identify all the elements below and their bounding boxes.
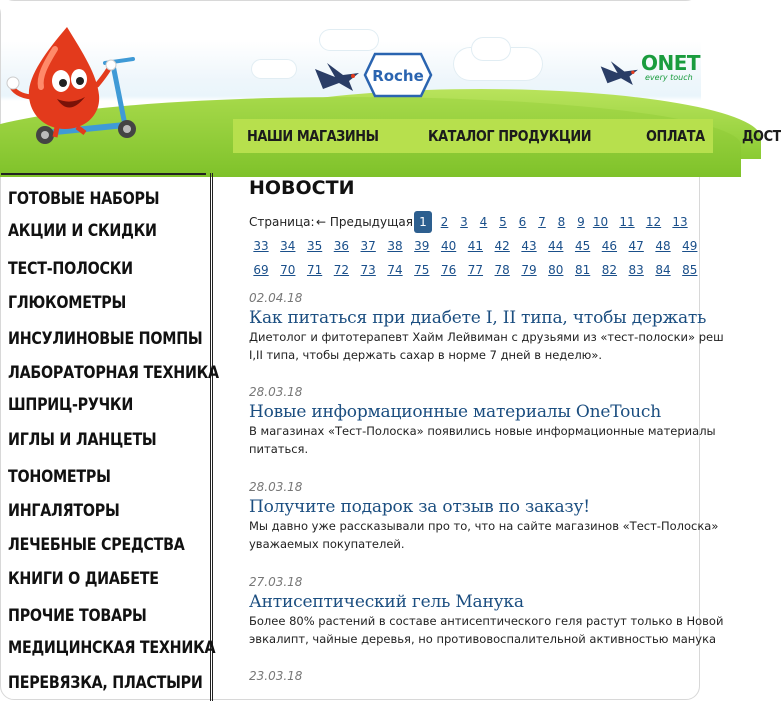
- pagination-page-link[interactable]: 41: [467, 239, 484, 253]
- pagination-current-page[interactable]: 1: [414, 211, 432, 233]
- onetouch-logo[interactable]: [641, 51, 700, 82]
- news-title-link[interactable]: Новые информационные материалы OneTouch: [249, 402, 661, 422]
- pagination-page-link[interactable]: 12: [645, 215, 662, 229]
- onetouch-tagline: every touch: [645, 73, 693, 82]
- pagination-page-link[interactable]: 74: [387, 263, 403, 277]
- roche-logo[interactable]: [363, 52, 433, 98]
- pagination-page-link[interactable]: 6: [518, 215, 527, 229]
- bird-icon: [313, 61, 365, 95]
- pagination-page-link[interactable]: 78: [494, 263, 510, 277]
- pagination-page-link[interactable]: 44: [548, 239, 564, 253]
- nav-item-payment[interactable]: ОПЛАТА: [645, 127, 705, 145]
- cloud-decoration: [251, 59, 297, 79]
- news-item: [249, 385, 716, 458]
- pagination-page-link[interactable]: 84: [655, 263, 671, 277]
- pagination-page-link[interactable]: 10: [592, 215, 609, 229]
- news-excerpt-line: питаться.: [249, 442, 309, 456]
- news-date: 28.03.18: [249, 480, 303, 494]
- sidebar-item-sales[interactable]: АКЦИИ И СКИДКИ: [8, 221, 157, 241]
- nav-item-delivery[interactable]: ДОСТ: [741, 127, 781, 145]
- site-header: [1, 1, 781, 151]
- onetouch-logo-text: ONET: [641, 51, 701, 75]
- news-date: 28.03.18: [249, 385, 303, 399]
- cloud-decoration: [319, 29, 379, 51]
- pagination-page-link[interactable]: 2: [440, 215, 449, 229]
- pagination-page-link[interactable]: 77: [467, 263, 484, 277]
- pagination-page-link[interactable]: 75: [414, 263, 430, 277]
- sidebar-item-bandages[interactable]: ПЕРЕВЯЗКА, ПЛАСТЫРИ: [8, 673, 203, 693]
- news-title-link[interactable]: Как питаться при диабете I, II типа, чтобы держать: [249, 308, 707, 328]
- pagination-page-link[interactable]: 80: [548, 263, 564, 277]
- pagination-page-link[interactable]: 7: [538, 215, 546, 229]
- pagination-page-link[interactable]: 76: [440, 263, 457, 277]
- news-item: [249, 291, 724, 364]
- news-title-link[interactable]: Антисептический гель Манука: [249, 592, 524, 612]
- pagination-page-link[interactable]: 9: [577, 215, 585, 229]
- pagination-page-link[interactable]: 36: [333, 239, 350, 253]
- pagination-page-link[interactable]: 35: [306, 239, 323, 253]
- pagination-page-link[interactable]: 72: [333, 263, 350, 277]
- sidebar-item-test-strips[interactable]: ТЕСТ-ПОЛОСКИ: [8, 259, 133, 279]
- news-excerpt-line: I,II типа, чтобы держать сахар в норме 7 дней в неделю».: [249, 348, 603, 362]
- news-excerpt-line: В магазинах «Тест-Полоска» появились новые информационные материалы: [249, 424, 716, 438]
- pagination-page-link[interactable]: 33: [253, 239, 269, 253]
- pagination-page-link[interactable]: 39: [414, 239, 430, 253]
- pagination-page-link[interactable]: 5: [499, 215, 507, 229]
- news-excerpt-line: эвкалипт, чайные деревья, но противовоспалительной активностью манука: [249, 632, 717, 646]
- news-title-link[interactable]: Получите подарок за отзыв по заказу!: [249, 497, 590, 517]
- news-excerpt-line: уважаемых покупателей.: [249, 537, 405, 551]
- pagination-page-link[interactable]: 81: [574, 263, 591, 277]
- pagination-page-link[interactable]: 82: [601, 263, 618, 277]
- pagination-page-link[interactable]: 85: [682, 263, 698, 277]
- pagination-page-link[interactable]: 34: [280, 239, 296, 253]
- pagination-prev[interactable]: ← Предыдущая: [316, 215, 413, 229]
- news-date: 23.03.18: [249, 669, 303, 683]
- page-title: НОВОСТИ: [249, 177, 355, 199]
- sidebar-item-books[interactable]: КНИГИ О ДИАБЕТЕ: [8, 569, 159, 589]
- pagination-label: Страница:: [249, 215, 315, 229]
- pagination-page-link[interactable]: 70: [280, 263, 296, 277]
- pagination-page-link[interactable]: 48: [655, 239, 671, 253]
- pagination-page-link[interactable]: 47: [628, 239, 644, 253]
- pagination-page-link[interactable]: 45: [574, 239, 591, 253]
- pagination-page-link[interactable]: 43: [521, 239, 537, 253]
- news-excerpt-line: Диетолог и фитотерапевт Хайм Лейвиман с друзьями из «тест-полоски» реш: [249, 330, 724, 344]
- sidebar-item-kits[interactable]: ГОТОВЫЕ НАБОРЫ: [8, 189, 160, 209]
- pagination-page-link[interactable]: 3: [460, 215, 468, 229]
- sidebar-item-glucometers[interactable]: ГЛЮКОМЕТРЫ: [8, 293, 126, 313]
- news-item: [249, 480, 719, 553]
- sidebar-item-pens[interactable]: ШПРИЦ-РУЧКИ: [8, 395, 134, 415]
- news-item: [249, 669, 709, 683]
- sidebar-item-remedies[interactable]: ЛЕЧЕБНЫЕ СРЕДСТВА: [8, 535, 185, 555]
- pagination-page-link[interactable]: 38: [387, 239, 403, 253]
- sidebar-item-inhalers[interactable]: ИНГАЛЯТОРЫ: [8, 501, 120, 521]
- pagination-page-link[interactable]: 11: [619, 215, 635, 229]
- news-excerpt-line: Более 80% растений в составе антисептического геля растут только в Новой: [249, 614, 724, 628]
- category-sidebar: [1, 173, 219, 701]
- sidebar-item-lab-equipment[interactable]: ЛАБОРАТОРНАЯ ТЕХНИКА: [8, 363, 219, 383]
- sidebar-item-tonometers[interactable]: ТОНОМЕТРЫ: [8, 467, 111, 487]
- news-date: 27.03.18: [249, 575, 303, 589]
- news-date: 02.04.18: [249, 291, 303, 305]
- pagination-page-link[interactable]: 49: [682, 239, 698, 253]
- news-item: [249, 575, 724, 648]
- roche-logo-text: Roche: [372, 67, 424, 85]
- sidebar-item-needles[interactable]: ИГЛЫ И ЛАНЦЕТЫ: [8, 430, 157, 450]
- main-nav: [233, 119, 781, 153]
- sidebar-item-medical-equipment[interactable]: МЕДИЦИНСКАЯ ТЕХНИКА: [8, 638, 216, 658]
- nav-item-stores[interactable]: НАШИ МАГАЗИНЫ: [247, 127, 379, 145]
- pagination-page-link[interactable]: 69: [253, 263, 269, 277]
- pagination-page-link[interactable]: 13: [672, 215, 688, 229]
- pagination-page-link[interactable]: 4: [479, 215, 488, 229]
- pagination-page-link[interactable]: 37: [360, 239, 376, 253]
- cloud-decoration: [471, 37, 511, 61]
- news-content: [249, 173, 724, 701]
- news-excerpt-line: Мы давно уже рассказывали про то, что на сайте магазинов «Тест-Полоска»: [249, 519, 719, 533]
- pagination-page-link[interactable]: 79: [521, 263, 537, 277]
- pagination-page-link[interactable]: 71: [306, 263, 323, 277]
- nav-item-catalog[interactable]: КАТАЛОГ ПРОДУКЦИИ: [427, 127, 592, 145]
- bird-icon: [599, 57, 643, 91]
- pagination-page-link[interactable]: 8: [557, 215, 566, 229]
- pagination-page-link[interactable]: 42: [494, 239, 510, 253]
- pagination-page-link[interactable]: 83: [628, 263, 644, 277]
- pagination-page-link[interactable]: 73: [360, 263, 376, 277]
- sidebar-item-insulin-pumps[interactable]: ИНСУЛИНОВЫЕ ПОМПЫ: [8, 329, 203, 349]
- sidebar-item-other[interactable]: ПРОЧИЕ ТОВАРЫ: [8, 606, 147, 626]
- pagination-page-link[interactable]: 46: [601, 239, 618, 253]
- mascot-logo[interactable]: [5, 25, 165, 149]
- pagination-page-link[interactable]: 40: [440, 239, 457, 253]
